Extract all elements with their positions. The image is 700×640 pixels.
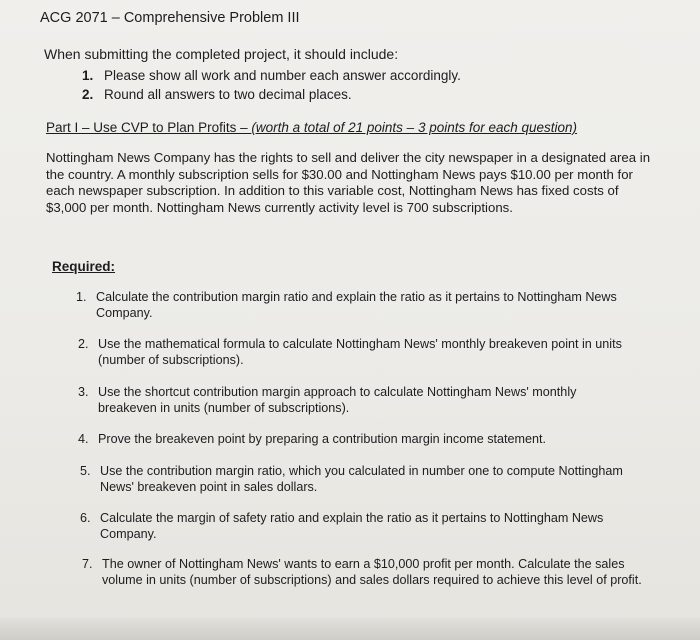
question-text: Use the contribution margin ratio, which you calculated in number one to compute Nottingham News' breakeven point in sales dollars. [100, 464, 623, 494]
question-text: Use the shortcut contribution margin approach to calculate Nottingham News' monthly breakeven in units (number of subscriptions). [98, 385, 577, 415]
instruction-item [82, 66, 461, 85]
question-number: 3. [78, 385, 89, 399]
question-number: 4. [78, 432, 89, 446]
question-number: 7. [82, 557, 93, 571]
page-bottom-edge [0, 618, 700, 640]
instruction-number: 1. [82, 68, 94, 83]
part-heading [46, 120, 577, 135]
question-number: 2. [78, 337, 89, 351]
question-number: 5. [80, 464, 91, 478]
question-text: Calculate the contribution margin ratio and explain the ratio as it pertains to Nottingham News Company. [96, 290, 617, 320]
instruction-list [82, 66, 461, 104]
question-text: Prove the breakeven point by preparing a contribution margin income statement. [98, 432, 547, 446]
scenario-paragraph: Nottingham News Company has the rights to sell and deliver the city newspaper in a designated area in the country. A monthly subscription sells for $30.00 and Nottingham News pays $10.00 per month for each newspaper subscription. In addition to this variable cost, Nottingham News has fixed costs of $3,000 per month. Nottingham News currently activity level is 700 subscriptions. [46, 150, 651, 215]
submission-intro: When submitting the completed project, it should include: [44, 46, 399, 62]
question-number: 6. [80, 511, 91, 525]
question-text: The owner of Nottingham News' wants to earn a $10,000 profit per month. Calculate the sales volume in units (number of subscriptions) and sales dollars required to achieve this level of profit. [102, 557, 642, 587]
instruction-item [82, 85, 461, 104]
question-number: 1. [76, 290, 87, 304]
instruction-text: Please show all work and number each answer accordingly. [104, 68, 461, 83]
question-text: Use the mathematical formula to calculate Nottingham News' monthly breakeven point in units (number of subscriptions). [98, 337, 622, 367]
question-text: Calculate the margin of safety ratio and explain the ratio as it pertains to Nottingham News Company. [100, 511, 604, 541]
instruction-number: 2. [82, 87, 94, 102]
instruction-text: Round all answers to two decimal places. [104, 87, 352, 102]
part-heading-points: (worth a total of 21 points – 3 points for each question) [251, 120, 578, 135]
required-label: Required: [52, 259, 116, 274]
document-title: ACG 2071 – Comprehensive Problem III [40, 10, 300, 26]
part-heading-lead: Part I – Use CVP to Plan Profits – [46, 120, 252, 135]
